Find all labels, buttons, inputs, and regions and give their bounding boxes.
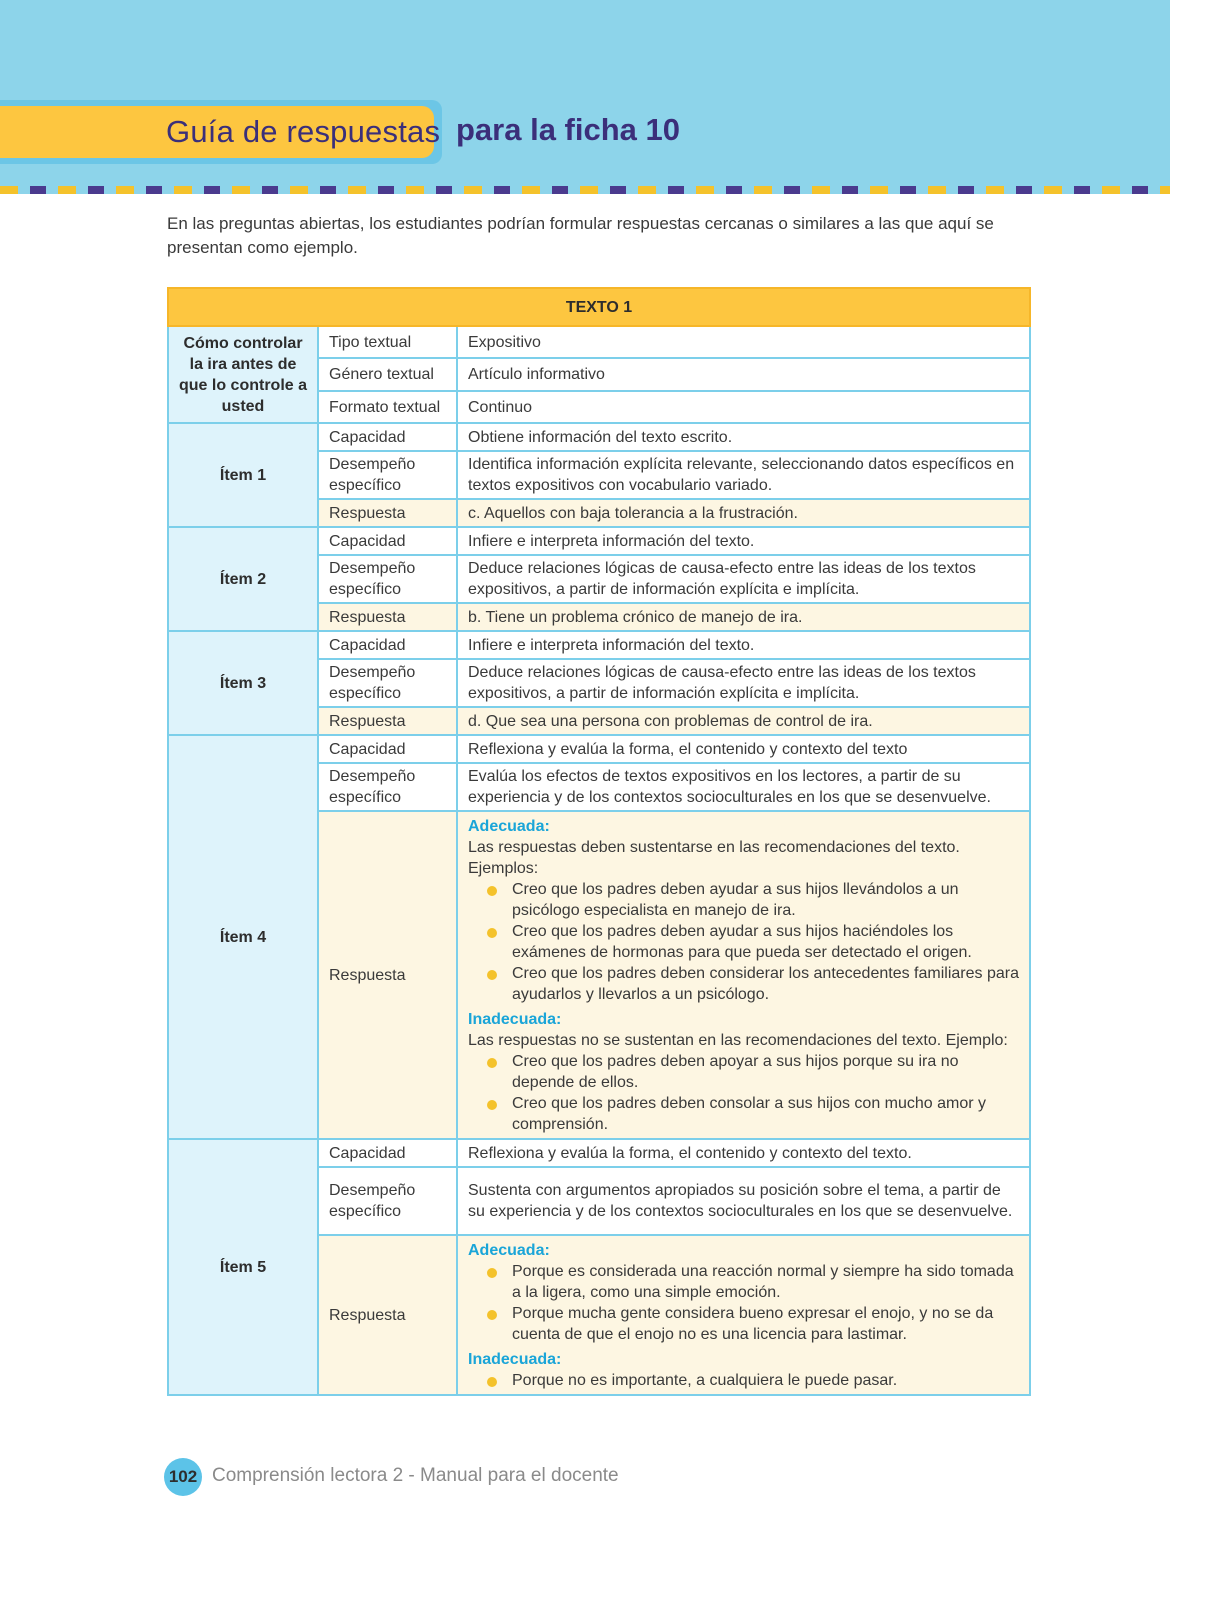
item-2-desempeno: Deduce relaciones lógicas de causa-efecto entre las ideas de los textos expositivos, a partir de información explícita e implícita. bbox=[457, 555, 1030, 603]
info-value: Artículo informativo bbox=[457, 358, 1030, 391]
adecuada-list bbox=[468, 1261, 1019, 1345]
capacidad-label: Capacidad bbox=[318, 631, 457, 659]
list-item: Creo que los padres deben apoyar a sus hijos porque su ira no depende de ellos. bbox=[512, 1051, 1019, 1093]
adecuada-heading: Adecuada: bbox=[468, 1242, 550, 1259]
desempeno-label: Desempeño específico bbox=[318, 555, 457, 603]
info-label: Formato textual bbox=[318, 391, 457, 423]
inadecuada-heading: Inadecuada: bbox=[468, 1011, 562, 1028]
info-value: Continuo bbox=[457, 391, 1030, 423]
ejemplos-label: Ejemplos: bbox=[468, 860, 539, 877]
list-item: Porque es considerada una reacción normal y siempre ha sido tomada a la ligera, como una simple emoción. bbox=[512, 1261, 1019, 1303]
adecuada-text: Las respuestas deben sustentarse en las recomendaciones del texto. bbox=[468, 839, 960, 856]
item-5-label: Ítem 5 bbox=[168, 1139, 318, 1395]
item-4-desempeno: Evalúa los efectos de textos expositivos en los lectores, a partir de su experiencia y de los contextos socioculturales en los que se desenvuelve. bbox=[457, 763, 1030, 811]
capacidad-label: Capacidad bbox=[318, 735, 457, 763]
list-item: Porque mucha gente considera bueno expresar el enojo, y no se da cuenta de que el enojo no es una licencia para lastimar. bbox=[512, 1303, 1019, 1345]
item-5-desempeno: Sustenta con argumentos apropiados su posición sobre el tema, a partir de su experiencia y de los contextos socioculturales en los que se desenvuelve. bbox=[457, 1167, 1030, 1235]
desempeno-label: Desempeño específico bbox=[318, 659, 457, 707]
adecuada-heading: Adecuada: bbox=[468, 818, 550, 835]
respuesta-label: Respuesta bbox=[318, 499, 457, 527]
item-5-respuesta bbox=[457, 1235, 1030, 1395]
item-4-capacidad: Reflexiona y evalúa la forma, el contenido y contexto del texto bbox=[457, 735, 1030, 763]
respuesta-label: Respuesta bbox=[318, 1235, 457, 1395]
inadecuada-list bbox=[468, 1051, 1019, 1135]
footer-text: Comprensión lectora 2 - Manual para el docente bbox=[212, 1465, 619, 1486]
respuesta-label: Respuesta bbox=[318, 811, 457, 1139]
inadecuada-heading: Inadecuada: bbox=[468, 1351, 562, 1368]
item-1-desempeno: Identifica información explícita relevante, seleccionando datos específicos en textos expositivos con vocabulario variado. bbox=[457, 451, 1030, 499]
desempeno-label: Desempeño específico bbox=[318, 1167, 457, 1235]
item-3-desempeno: Deduce relaciones lógicas de causa-efecto entre las ideas de los textos expositivos, a partir de información explícita e implícita. bbox=[457, 659, 1030, 707]
item-4-respuesta bbox=[457, 811, 1030, 1139]
capacidad-label: Capacidad bbox=[318, 527, 457, 555]
desempeno-label: Desempeño específico bbox=[318, 763, 457, 811]
list-item: Creo que los padres deben considerar los antecedentes familiares para ayudarlos y llevarlos a un psicólogo. bbox=[512, 965, 1019, 1003]
item-3-respuesta: d. Que sea una persona con problemas de control de ira. bbox=[457, 707, 1030, 735]
table-header: TEXTO 1 bbox=[168, 288, 1030, 326]
respuesta-label: Respuesta bbox=[318, 707, 457, 735]
desempeno-label: Desempeño específico bbox=[318, 451, 457, 499]
header-stripe bbox=[0, 186, 1170, 194]
adecuada-list bbox=[468, 879, 1019, 1005]
item-3-label: Ítem 3 bbox=[168, 631, 318, 735]
capacidad-label: Capacidad bbox=[318, 423, 457, 451]
page-number: 102 bbox=[164, 1458, 202, 1496]
info-label: Género textual bbox=[318, 358, 457, 391]
item-4-label: Ítem 4 bbox=[168, 735, 318, 1139]
respuesta-label: Respuesta bbox=[318, 603, 457, 631]
text-title: Cómo controlar la ira antes de que lo controle a usted bbox=[168, 326, 318, 423]
item-1-respuesta: c. Aquellos con baja tolerancia a la frustración. bbox=[457, 499, 1030, 527]
list-item: Creo que los padres deben consolar a sus hijos con mucho amor y comprensión. bbox=[512, 1093, 1019, 1135]
item-1-label: Ítem 1 bbox=[168, 423, 318, 527]
capacidad-label: Capacidad bbox=[318, 1139, 457, 1167]
item-2-respuesta: b. Tiene un problema crónico de manejo de ira. bbox=[457, 603, 1030, 631]
item-2-label: Ítem 2 bbox=[168, 527, 318, 631]
info-value: Expositivo bbox=[457, 326, 1030, 358]
list-item: Creo que los padres deben ayudar a sus hijos haciéndoles los exámenes de hormonas para que pueda ser detectado el origen. bbox=[512, 921, 1019, 963]
item-5-capacidad: Reflexiona y evalúa la forma, el contenido y contexto del texto. bbox=[457, 1139, 1030, 1167]
info-label: Tipo textual bbox=[318, 326, 457, 358]
intro-paragraph: En las preguntas abiertas, los estudiantes podrían formular respuestas cercanas o similares a las que aquí se presentan como ejemplo. bbox=[167, 214, 994, 257]
list-item: Creo que los padres deben ayudar a sus hijos llevándolos a un psicólogo especialista en manejo de ira. bbox=[512, 879, 1019, 921]
page-subtitle: para la ficha 10 bbox=[456, 112, 681, 147]
inadecuada-text: Las respuestas no se sustentan en las recomendaciones del texto. Ejemplo: bbox=[468, 1032, 1008, 1049]
page-title: Guía de respuestas bbox=[166, 114, 441, 149]
inadecuada-list bbox=[468, 1370, 1019, 1391]
item-1-capacidad: Obtiene información del texto escrito. bbox=[457, 423, 1030, 451]
answers-table bbox=[167, 287, 1031, 1396]
item-3-capacidad: Infiere e interpreta información del texto. bbox=[457, 631, 1030, 659]
list-item: Porque no es importante, a cualquiera le puede pasar. bbox=[512, 1370, 1019, 1391]
item-2-capacidad: Infiere e interpreta información del texto. bbox=[457, 527, 1030, 555]
